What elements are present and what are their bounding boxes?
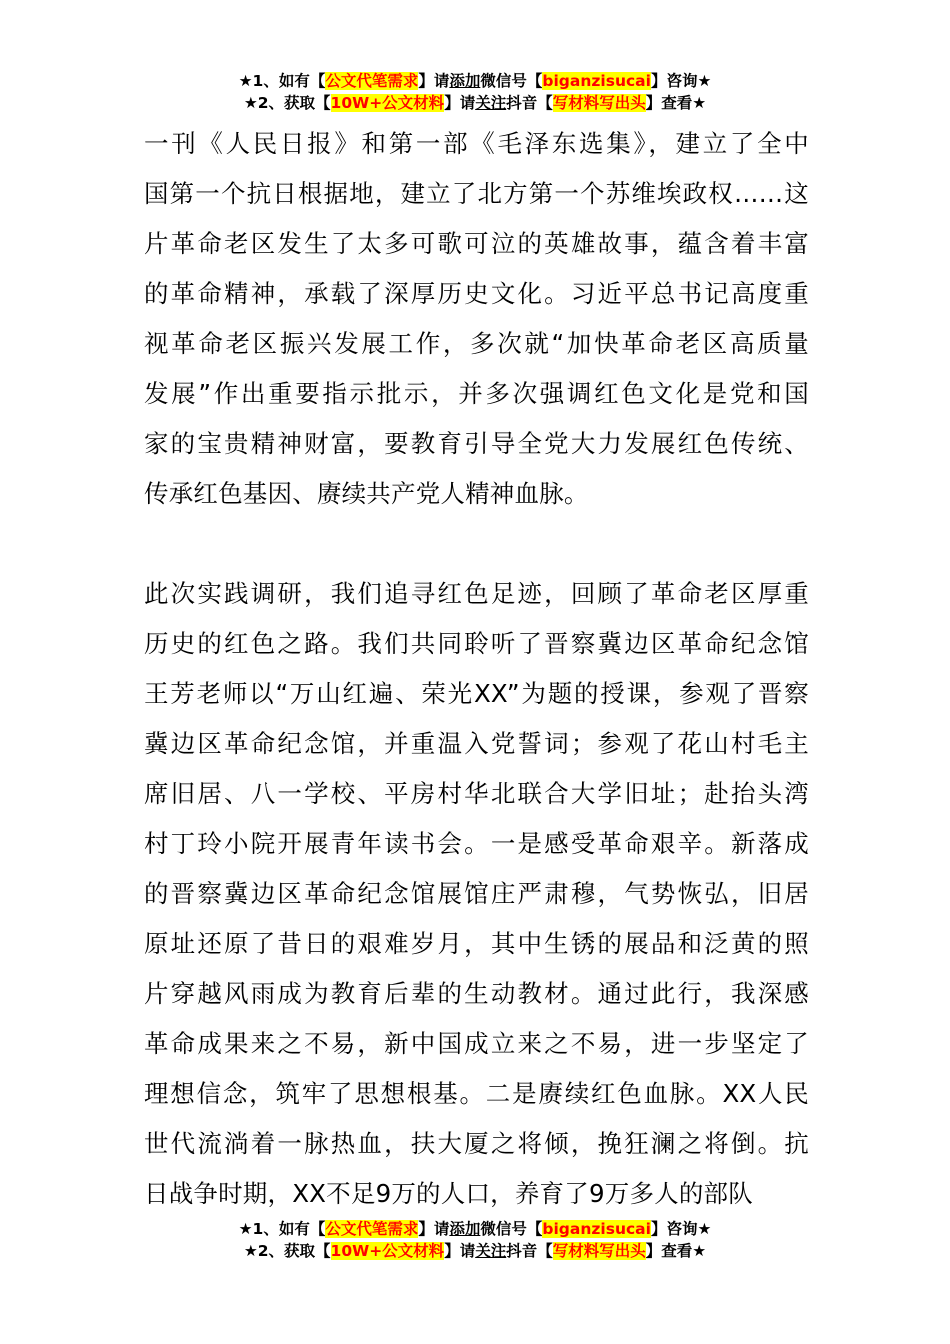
banner-line-1 (0, 70, 950, 92)
banner-text: 】请 (444, 94, 476, 112)
text-line: 传承红色基因、赓续共产党人精神血脉。 (144, 479, 589, 508)
banner-highlight: 公文代笔需求 (325, 72, 419, 90)
text-line: 原址还原了昔日的艰难岁月，其中生锈的展品和泛黄的照 (144, 929, 809, 958)
text-line: 此次实践调研，我们追寻红色足迹，回顾了革命老区厚重 (144, 579, 809, 608)
banner-text: 】请 (418, 1220, 450, 1238)
text-line: 世代流淌着一脉热血，扶大厦之将倾，挽狂澜之将倒。抗 (144, 1129, 809, 1158)
banner-text: 抖音【 (506, 1242, 553, 1260)
text-line: 的晋察冀边区革命纪念馆展馆庄严肃穆，气势恢弘，旧居 (144, 879, 809, 908)
banner-text: 】咨询★ (650, 1220, 712, 1238)
text-line: 日战争时期，XX不足9万的人口，养育了9万多人的部队 (144, 1179, 753, 1208)
text-line: 席旧居、八一学校、平房村华北联合大学旧址；赴抬头湾 (144, 779, 809, 808)
banner-highlight: 写材料写出头 (552, 1242, 646, 1260)
text-line: 一刊《人民日报》和第一部《毛泽东选集》，建立了全中 (144, 129, 809, 158)
banner-line-1 (0, 1218, 950, 1240)
text-line: 家的宝贵精神财富，要教育引导全党大力发展红色传统、 (144, 429, 809, 458)
banner-highlight: 公文代笔需求 (325, 1220, 419, 1238)
banner-text: 】请 (418, 72, 450, 90)
banner-text: 微信号【 (480, 1220, 543, 1238)
text-line: 冀边区革命纪念馆，并重温入党誓词；参观了花山村毛主 (144, 729, 809, 758)
paragraph-1 (144, 119, 809, 519)
banner-underline: 添加 (449, 72, 481, 90)
banner-text: 抖音【 (506, 94, 553, 112)
text-line: 村丁玲小院开展青年读书会。一是感受革命艰辛。新落成 (144, 829, 809, 858)
banner-text: 】查看★ (645, 94, 707, 112)
document-body (144, 119, 809, 1219)
paragraph-gap (144, 519, 809, 569)
footer-banner (0, 1218, 950, 1262)
banner-text: 】请 (444, 1242, 476, 1260)
text-line: 片革命老区发生了太多可歌可泣的英雄故事，蕴含着丰富 (144, 229, 809, 258)
text-line: 国第一个抗日根据地，建立了北方第一个苏维埃政权……这 (144, 179, 809, 208)
banner-underline: 关注 (475, 94, 507, 112)
text-line: 理想信念，筑牢了思想根基。二是赓续红色血脉。XX人民 (144, 1079, 809, 1108)
banner-highlight: 10W+公文材料 (330, 1242, 445, 1260)
text-line: 片穿越风雨成为教育后辈的生动教材。通过此行，我深感 (144, 979, 809, 1008)
text-line: 视革命老区振兴发展工作，多次就“加快革命老区高质量 (144, 329, 809, 358)
text-line: 革命成果来之不易，新中国成立来之不易，进一步坚定了 (144, 1029, 809, 1058)
banner-text: 】查看★ (645, 1242, 707, 1260)
banner-line-2 (0, 1240, 950, 1262)
banner-underline: 关注 (475, 1242, 507, 1260)
banner-highlight: 写材料写出头 (552, 94, 646, 112)
text-line: 发展”作出重要指示批示，并多次强调红色文化是党和国 (144, 379, 809, 408)
banner-text: ★1、如有【 (238, 72, 326, 90)
text-line: 的革命精神，承载了深厚历史文化。习近平总书记高度重 (144, 279, 809, 308)
banner-underline: 添加 (449, 1220, 481, 1238)
banner-text: ★2、获取【 (243, 94, 331, 112)
text-line: 王芳老师以“万山红遍、荣光XX”为题的授课，参观了晋察 (144, 679, 809, 708)
banner-highlight: biganzisucai (542, 1220, 651, 1238)
text-line: 历史的红色之路。我们共同聆听了晋察冀边区革命纪念馆 (144, 629, 809, 658)
banner-text: ★2、获取【 (243, 1242, 331, 1260)
banner-line-2 (0, 92, 950, 114)
banner-text: 微信号【 (480, 72, 543, 90)
banner-text: ★1、如有【 (238, 1220, 326, 1238)
banner-highlight: biganzisucai (542, 72, 651, 90)
banner-highlight: 10W+公文材料 (330, 94, 445, 112)
header-banner (0, 70, 950, 114)
paragraph-2 (144, 569, 809, 1219)
banner-text: 】咨询★ (650, 72, 712, 90)
